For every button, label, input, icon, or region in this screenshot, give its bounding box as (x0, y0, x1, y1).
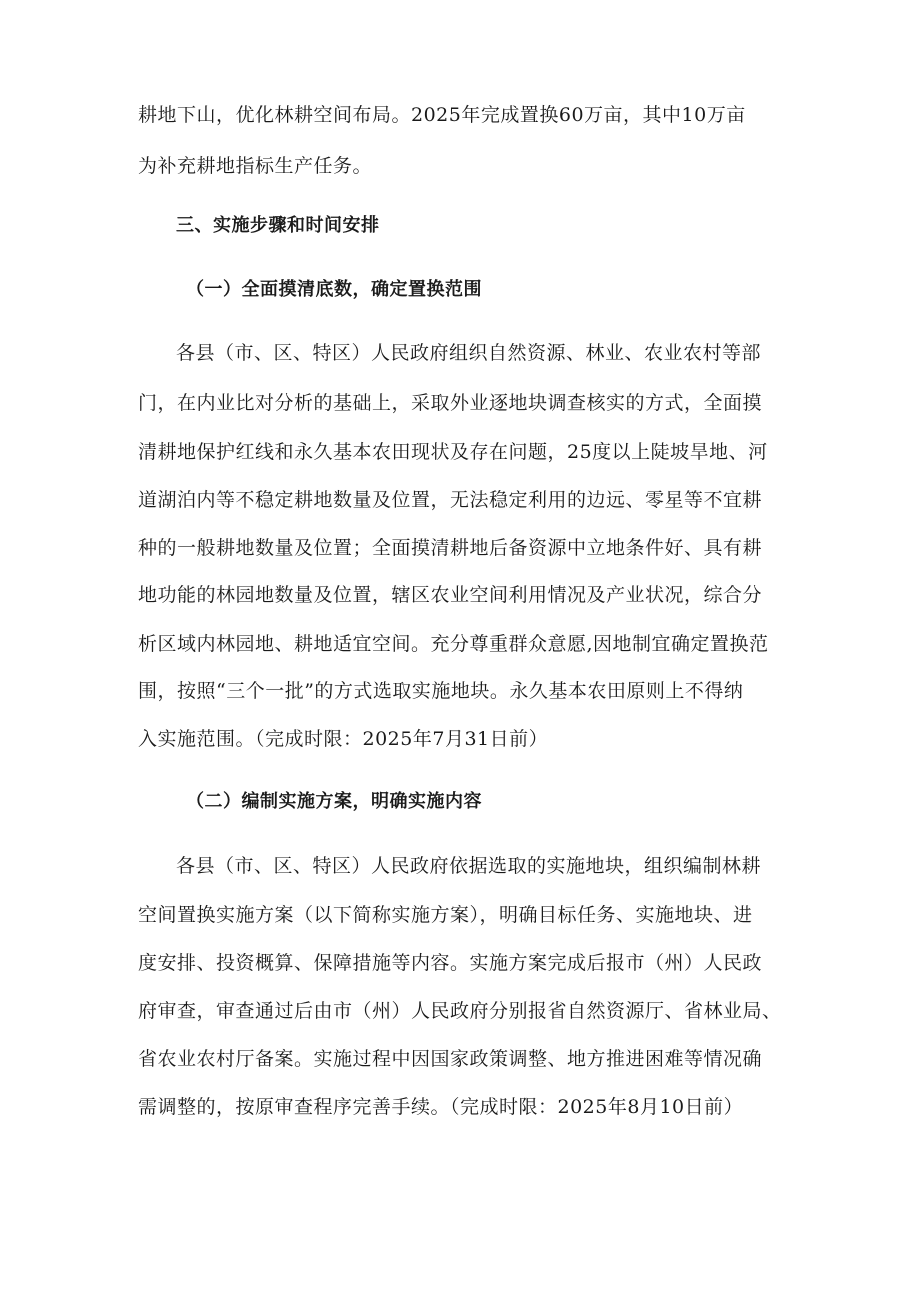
step-1-line-1: 各县（市、区、特区）人民政府组织自然资源、林业、农业农村等部 (176, 342, 762, 364)
step-1-line-6: 地功能的林园地数量及位置，辖区农业空间利用情况及产业状况，综合分 (138, 584, 763, 606)
step-1-line-3: 清耕地保护红线和永久基本农田现状及存在问题，25度以上陡坡旱地、河 (138, 441, 768, 463)
step-1-heading: （一）全面摸清底数，确定置换范围 (186, 279, 482, 300)
step-2-line-4: 府审查，审查通过后由市（州）人民政府分别报省自然资源厅、省林业局、 (138, 1000, 782, 1022)
section-3-heading: 三、实施步骤和时间安排 (176, 215, 380, 236)
intro-line-1: 耕地下山，优化林耕空间布局。2025年完成置换60万亩，其中10万亩 (138, 104, 746, 126)
step-1-line-4: 道湖泊内等不稳定耕地数量及位置，无法稳定利用的边远、零星等不宜耕 (138, 489, 763, 511)
step-1-line-8: 围，按照“三个一批”的方式选取实施地块。永久基本农田原则上不得纳 (138, 680, 744, 702)
step-1-line-2: 门，在内业比对分析的基础上，采取外业逐地块调查核实的方式，全面摸 (138, 392, 763, 414)
step-2-line-1: 各县（市、区、特区）人民政府依据选取的实施地块，组织编制林耕 (176, 855, 762, 877)
step-1-line-5: 种的一般耕地数量及位置；全面摸清耕地后备资源中立地条件好、具有耕 (138, 537, 763, 559)
step-2-line-6: 需调整的，按原审查程序完善手续。（完成时限：2025年8月10日前） (138, 1096, 744, 1118)
step-2-line-5: 省农业农村厅备案。实施过程中因国家政策调整、地方推进困难等情况确 (138, 1048, 763, 1070)
step-2-line-2: 空间置换实施方案（以下简称实施方案），明确目标任务、实施地块、进 (138, 904, 753, 926)
step-2-heading: （二）编制实施方案，明确实施内容 (186, 791, 482, 812)
step-1-line-7: 析区域内林园地、耕地适宜空间。充分尊重群众意愿,因地制宜确定置换范 (138, 633, 769, 655)
step-1-line-9: 入实施范围。（完成时限：2025年7月31日前） (138, 728, 549, 750)
step-2-line-3: 度安排、投资概算、保障措施等内容。实施方案完成后报市（州）人民政 (138, 952, 763, 974)
intro-line-2: 为补充耕地指标生产任务。 (138, 155, 373, 177)
